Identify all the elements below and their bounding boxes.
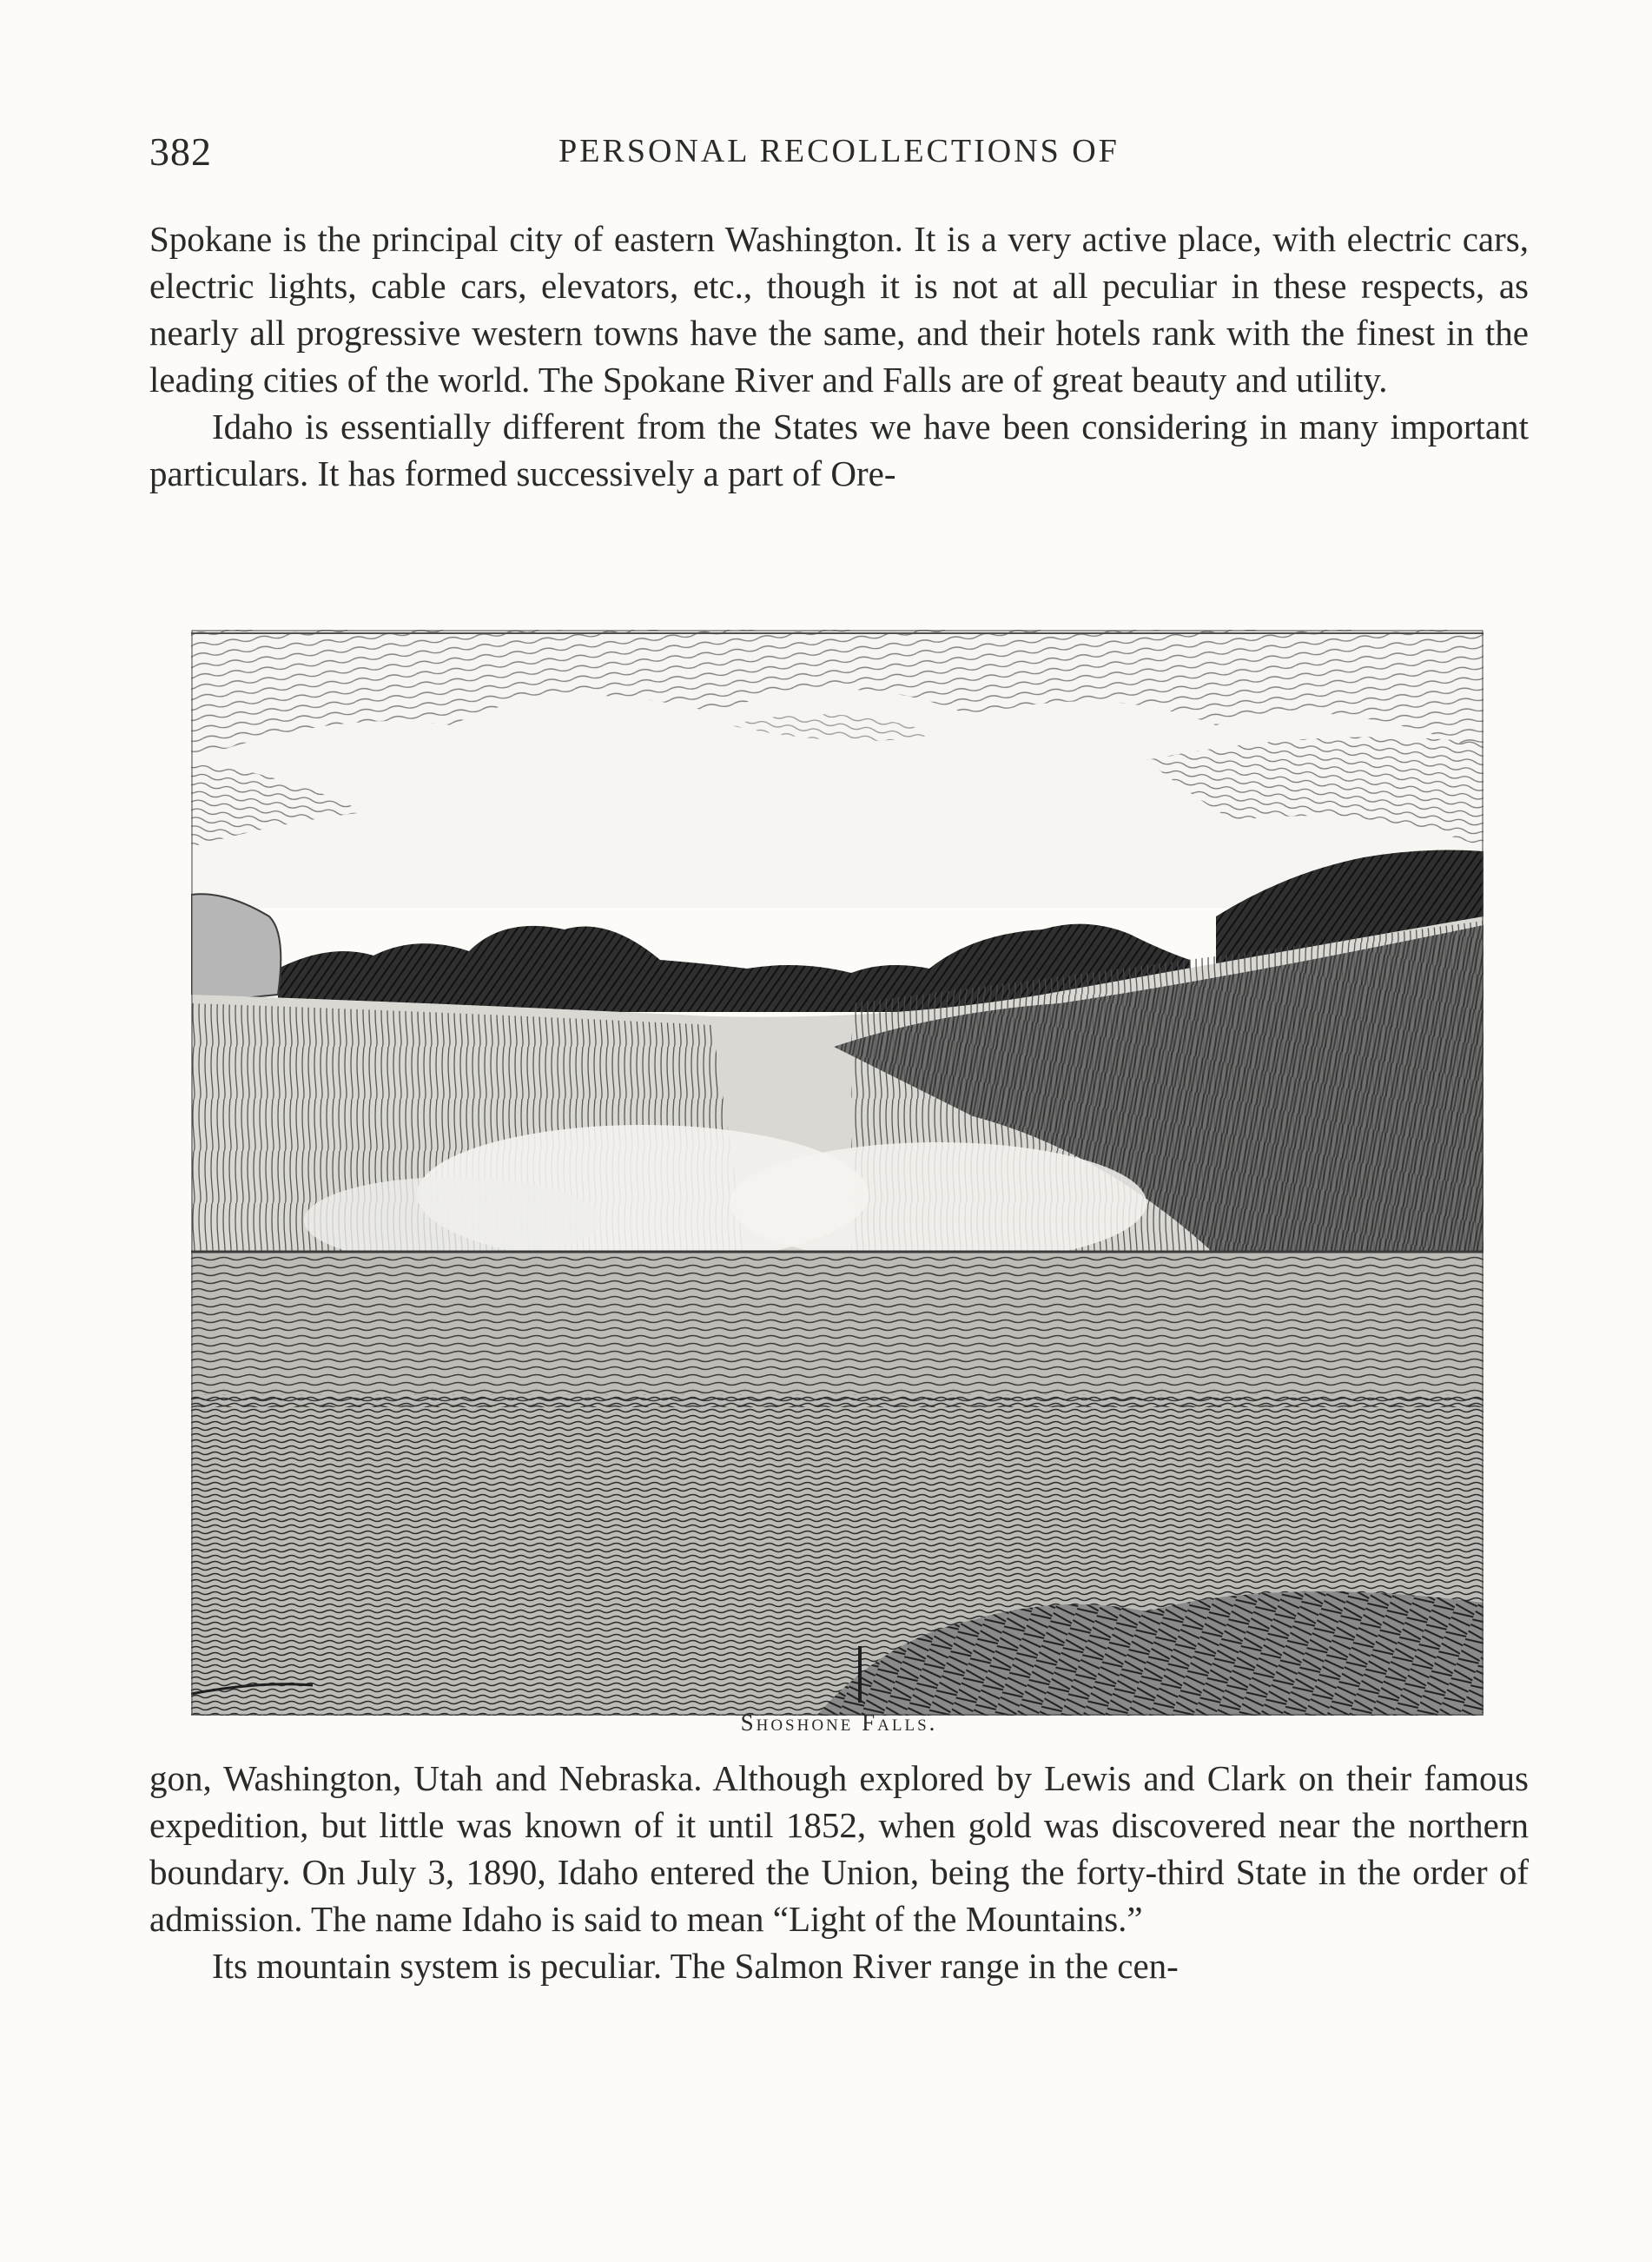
paragraph-spokane: Spokane is the principal city of eastern Washington. It is a very active place, with electric cars, electric lights, cable cars, elevators, etc., though it is not at all peculiar in these respects, as nearly all progressive western towns have the same, and their hotels rank with the finest in the leading cities of the world. The Spokane River and Falls are of great beauty and utility. xyxy=(149,219,1529,400)
running-title: PERSONAL RECOLLECTIONS OF xyxy=(558,133,1120,169)
engraving-shoshone-falls xyxy=(191,630,1483,1716)
text-block-top xyxy=(149,215,1529,497)
paragraph-idaho-intro: Idaho is essentially different from the States we have been considering in many important particulars. It has formed successively a part of Ore- xyxy=(149,407,1529,493)
text-block-bottom xyxy=(149,1755,1529,1989)
running-head xyxy=(149,129,1529,181)
page-number: 382 xyxy=(149,129,212,174)
paragraph-mountain-system: Its mountain system is peculiar. The Salmon River range in the cen- xyxy=(212,1946,1179,1986)
figure-caption: Shoshone Falls. xyxy=(740,1710,938,1736)
paragraph-idaho-history: gon, Washington, Utah and Nebraska. Although explored by Lewis and Clark on their famous expedition, but little was known of it until 1852, when gold was discovered near the northern boundary. On July 3, 1890, Idaho entered the Union, being the forty-third State in the order of admission. The name Idaho is said to mean “Light of the Mountains.” xyxy=(149,1758,1529,1939)
